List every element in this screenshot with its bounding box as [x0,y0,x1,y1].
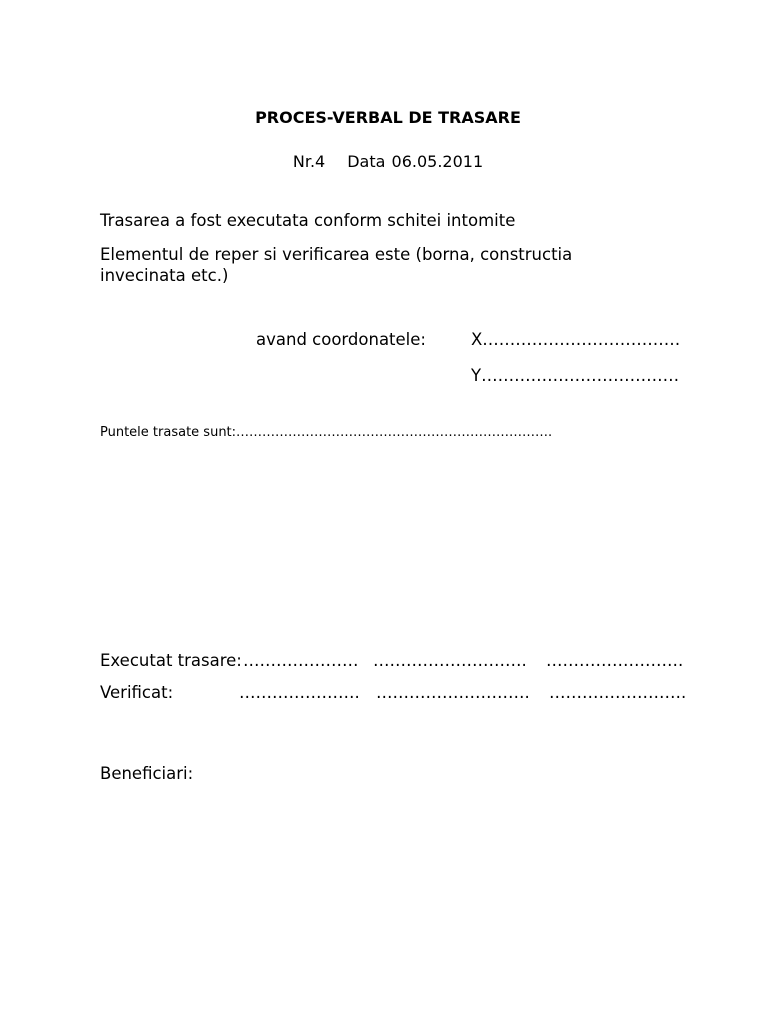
verificat-label: Verificat: [100,683,174,702]
beneficiari-label: Beneficiari: [100,764,194,783]
verificat-signature-field-1: …………………. [239,683,360,702]
verificat-signature-field-3: ……………………. [549,683,687,702]
traced-points-line: Puntele trasate sunt:………………………………………………………………. [100,425,553,440]
executat-signature-field-3: ……………………. [546,651,684,670]
document-number-date [0,152,768,171]
verificat-signature-field-2: ………………………. [376,683,530,702]
executat-signature-field-1: ………………… [243,651,359,670]
coordinates-label: avand coordonatele: [256,330,426,349]
coordinate-x-field: X……………………………… [471,330,681,349]
coordinate-y-field: Y……………………………… [471,366,680,385]
document-date: Data 06.05.2011 [347,152,484,171]
executat-signature-field-2: ………………………. [373,651,527,670]
document-number: Nr.4 [292,152,326,171]
execution-statement: Trasarea a fost executata conform schitei intomite [100,211,516,230]
reference-element-statement: Elementul de reper si verificarea este (borna, constructia invecinata etc.) [100,245,573,285]
executat-label: Executat trasare: [100,651,242,670]
document-title: PROCES-VERBAL DE TRASARE [255,108,521,127]
